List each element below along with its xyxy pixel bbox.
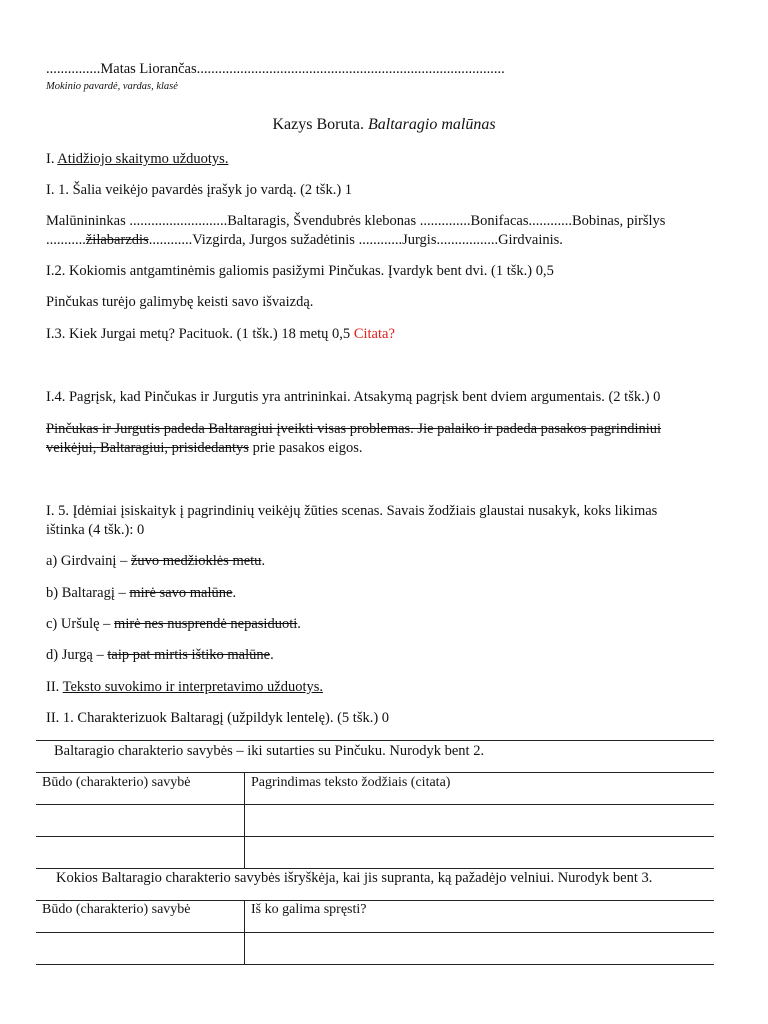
answer-1-1-line-1: Malūnininkas ...........................Baltaragis, Švendubrės klebonas ..............Bonifacas............Bobinas, piršlys [46, 213, 666, 229]
question-1-5-line-1: I. 5. Įdėmiai įsiskaityk į pagrindinių veikėjų žūties scenas. Savais žodžiais glaustai nusakyk, koks likimas [46, 503, 658, 519]
table-2-caption: Kokios Baltaragio charakterio savybės išryškėja, kai jis supranta, ką pažadėjo velniui. Nurodyk bent 3. [56, 870, 653, 886]
teacher-note: Citata? [353, 326, 395, 342]
table-1-column-divider [244, 772, 245, 868]
item-end: . [232, 585, 237, 601]
table-1-border [36, 836, 714, 837]
item-end: . [270, 647, 274, 663]
section-1-title: Atidžiojo skaitymo užduotys. [57, 151, 229, 167]
table-1-border [36, 804, 714, 805]
item-end: . [261, 553, 266, 569]
section-1-prefix: I. [46, 151, 58, 167]
answer-1-4-line-2 [46, 439, 363, 457]
table-1-caption: Baltaragio charakterio savybės – iki sutarties su Pinčuku. Nurodyk bent 2. [54, 743, 485, 759]
struck-answer: taip pat mirtis ištiko malūne [107, 647, 271, 663]
table-2-bottom-border [36, 964, 714, 965]
dots-suffix: ..................................................................................... [196, 61, 505, 77]
section-2-title: Teksto suvokimo ir interpretavimo užduotys. [62, 679, 324, 695]
question-1-5-line-2: ištinka (4 tšk.): 0 [46, 522, 145, 538]
answer-1-2: Pinčukas turėjo galimybę keisti savo išvaizdą. [46, 294, 314, 310]
question-1-2: I.2. Kokiomis antgamtinėmis galiomis pasižymi Pinčukas. Įvardyk bent dvi. (1 tšk.) 0,5 [46, 263, 554, 279]
item-label: d) Jurgą – [46, 647, 108, 663]
answer-1-4-line-1 [46, 420, 661, 438]
table-1-col1-header: Būdo (charakterio) savybė [42, 775, 191, 790]
struck-answer: veikėjui, Baltaragiui, prisidedantys [46, 440, 249, 456]
student-name-line [46, 60, 505, 78]
item-label: b) Baltaragį – [46, 585, 130, 601]
question-1-4: I.4. Pagrįsk, kad Pinčukas ir Jurgutis yra antrininkai. Atsakymą pagrįsk bent dviem argumentais. (2 tšk.) 0 [46, 389, 661, 405]
table-2-col2-header: Iš ko galima spręsti? [251, 902, 367, 917]
answer-rest: prie pasakos eigos. [248, 440, 363, 456]
question-1-3-text: I.3. Kiek Jurgai metų? Pacituok. (1 tšk.) 18 metų 0,5 [46, 326, 354, 342]
answer-1-5-d [46, 646, 274, 664]
answer-1-1-line-2 [46, 231, 563, 249]
section-2-heading [46, 678, 323, 696]
student-caption: Mokinio pavardė, vardas, klasė [46, 81, 178, 92]
table-1-col2-header: Pagrindimas teksto žodžiais (citata) [251, 775, 451, 790]
item-end: . [297, 616, 301, 632]
table-1-top-border [36, 740, 714, 741]
table-1-border [36, 772, 714, 773]
answer-dots: ........... [46, 232, 86, 248]
section-2-prefix: II. [46, 679, 63, 695]
title-work: Baltaragio malūnas [367, 116, 496, 133]
item-label: c) Uršulę – [46, 616, 115, 632]
page-title [0, 116, 768, 134]
struck-word: žilabarzdis [85, 232, 149, 248]
struck-answer: žuvo medžioklės metu [130, 553, 262, 569]
question-2-1: II. 1. Charakterizuok Baltaragį (užpildyk lentelę). (5 tšk.) 0 [46, 710, 390, 726]
table-2-col1-header: Būdo (charakterio) savybė [42, 902, 191, 917]
question-1-3 [46, 325, 395, 343]
struck-answer: mirė savo malūne [129, 585, 233, 601]
item-label: a) Girdvainį – [46, 553, 131, 569]
title-author: Kazys Boruta. [272, 116, 368, 133]
dots-prefix: ............... [46, 61, 101, 77]
answer-rest: ............Vizgirda, Jurgos sužadėtinis ............Jurgis.................Girdvainis. [148, 232, 563, 248]
answer-1-5-a [46, 552, 265, 570]
answer-1-5-b [46, 584, 236, 602]
question-1-1: I. 1. Šalia veikėjo pavardės įrašyk jo vardą. (2 tšk.) 1 [46, 182, 353, 198]
struck-answer: mirė nes nusprendė nepasiduoti [114, 616, 298, 632]
table-2-border [36, 900, 714, 901]
answer-1-5-c [46, 615, 301, 633]
section-1-heading [46, 150, 228, 168]
student-name: Matas Liorančas [100, 61, 197, 77]
table-2-border [36, 932, 714, 933]
struck-answer: Pinčukas ir Jurgutis padeda Baltaragiui įveikti visas problemas. Jie palaiko ir padeda pasakos pagrindiniui [46, 421, 662, 437]
